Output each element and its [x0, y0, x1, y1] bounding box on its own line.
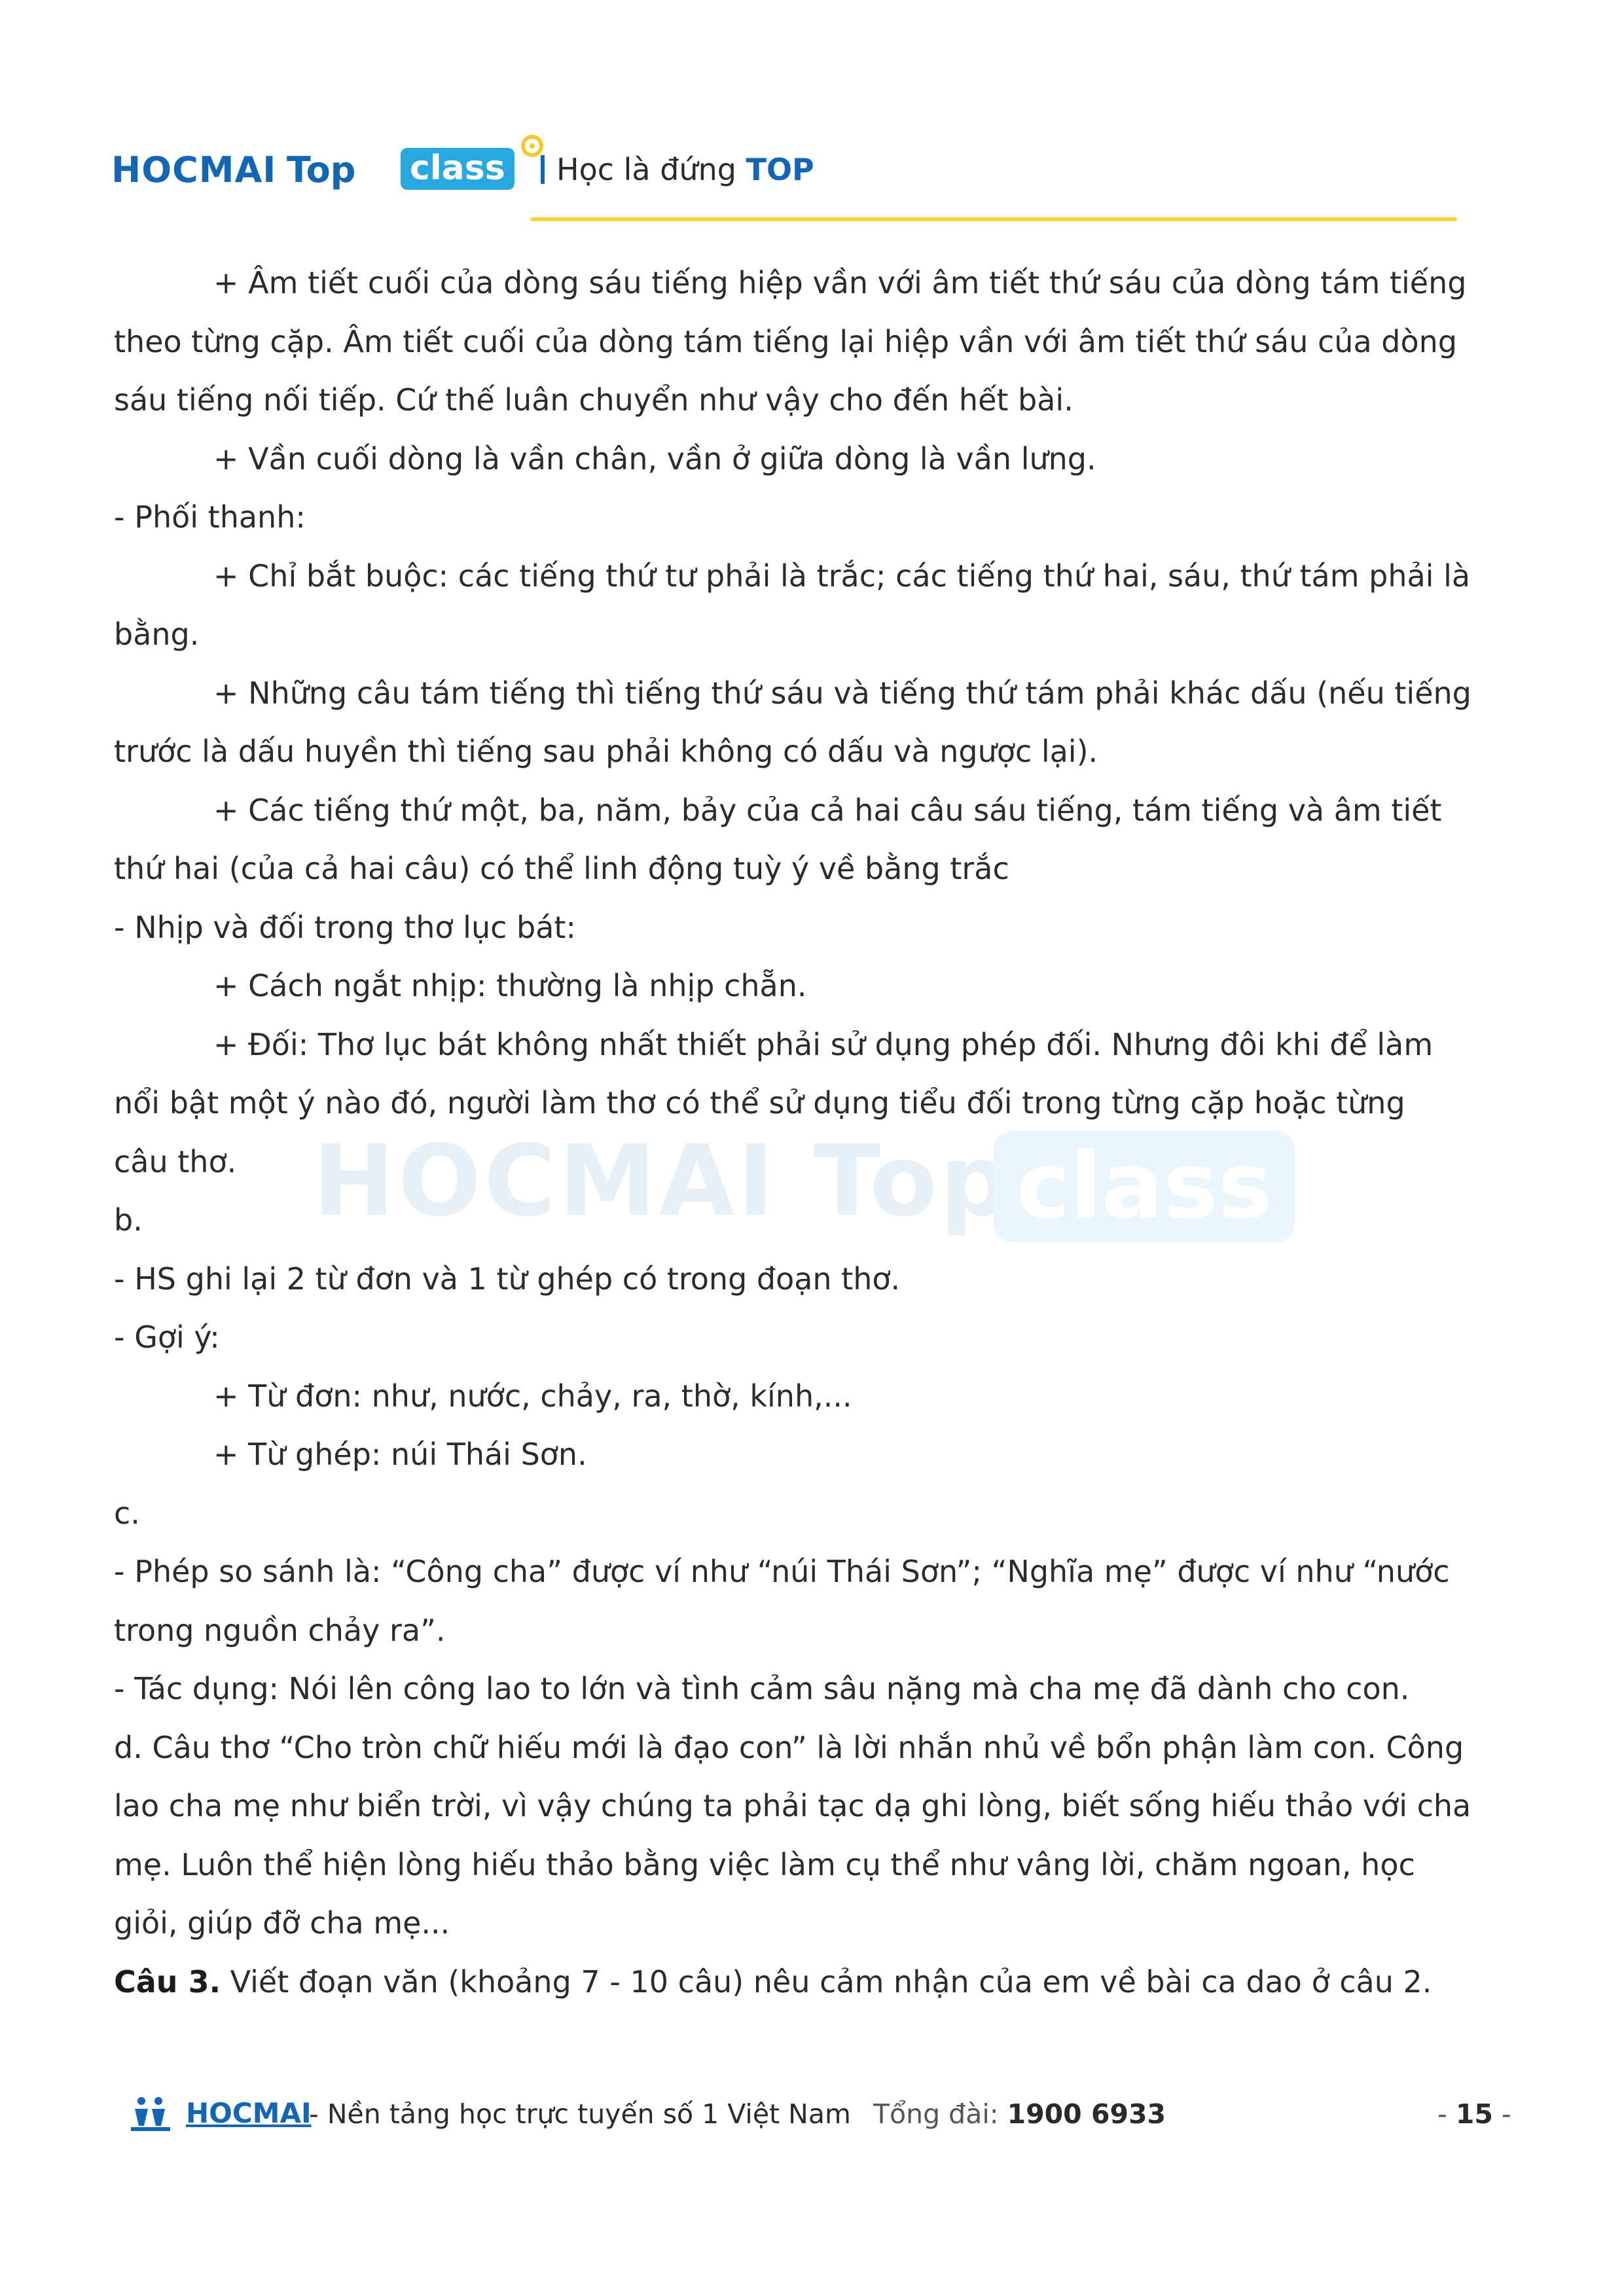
text-line: trong nguồn chảy ra”.	[114, 1612, 446, 1648]
hotline-number: 1900 6933	[1007, 2098, 1166, 2130]
logo-hocmai-text: HOCMAI	[111, 149, 277, 190]
footer-brand-link[interactable]: HOCMAI	[186, 2097, 312, 2129]
footer-hotline	[873, 2098, 1166, 2130]
text-line: + Cách ngắt nhịp: thường là nhịp chẵn.	[213, 968, 807, 1003]
tagline-text: Học là đứng	[556, 152, 746, 187]
text-line: + Từ ghép: núi Thái Sơn.	[213, 1437, 587, 1472]
header-underline	[530, 217, 1457, 221]
text-line: giỏi, giúp đỡ cha mẹ...	[114, 1905, 450, 1941]
text-line: + Đối: Thơ lục bát không nhất thiết phải sử dụng phép đối. Nhưng đôi khi để làm	[213, 1026, 1434, 1062]
page-number	[1437, 2098, 1511, 2130]
header-tagline	[541, 152, 814, 187]
text-line: sáu tiếng nối tiếp. Cứ thế luân chuyển như vậy cho đến hết bài.	[114, 382, 1074, 418]
text-line: - HS ghi lại 2 từ đơn và 1 từ ghép có trong đoạn thơ.	[114, 1261, 901, 1297]
text-line: nổi bật một ý nào đó, người làm thơ có thể sử dụng tiểu đối trong từng cặp hoặc từng	[114, 1085, 1405, 1121]
text-line: trước là dấu huyền thì tiếng sau phải không có dấu và ngược lại).	[114, 734, 1098, 769]
text-line: b.	[114, 1202, 143, 1238]
tagline-divider	[541, 155, 545, 184]
page-header	[0, 0, 1624, 236]
text-line: - Tác dụng: Nói lên công lao to lớn và tình cảm sâu nặng mà cha mẹ đã dành cho con.	[114, 1671, 1410, 1706]
text-line: + Vần cuối dòng là vần chân, vần ở giữa dòng là vần lưng.	[213, 440, 1096, 476]
watermark-class-badge: class	[994, 1131, 1295, 1242]
sun-icon	[521, 135, 543, 157]
question-line	[114, 1953, 1521, 2012]
text-line: + Những câu tám tiếng thì tiếng thứ sáu và tiếng thứ tám phải khác dấu (nếu tiếng	[213, 675, 1471, 711]
text-line: thứ hai (của cả hai câu) có thể linh động tuỳ ý về bằng trắc	[114, 851, 1009, 886]
text-line: - Nhịp và đối trong thơ lục bát:	[114, 909, 576, 945]
text-line: c.	[114, 1495, 140, 1531]
text-line: + Âm tiết cuối của dòng sáu tiếng hiệp vần với âm tiết thứ sáu của dòng tám tiếng	[213, 265, 1467, 300]
footer-slogan: - Nền tảng học trực tuyến số 1 Việt Nam	[309, 2098, 851, 2130]
question-text: Viết đoạn văn (khoảng 7 - 10 câu) nêu cảm nhận của em về bài ca dao ở câu 2.	[221, 1964, 1432, 2000]
logo-top-text: Top	[287, 149, 356, 190]
page-suffix: -	[1492, 2098, 1511, 2130]
page-number-value: 15	[1455, 2098, 1493, 2130]
text-line: d. Câu thơ “Cho tròn chữ hiếu mới là đạo con” là lời nhắn nhủ về bổn phận làm con. Công	[114, 1729, 1464, 1765]
text-line: - Phép so sánh là: “Công cha” được ví như “núi Thái Sơn”; “Nghĩa mẹ” được ví như “nước	[114, 1554, 1450, 1589]
logo-class-badge: class	[401, 148, 514, 190]
text-line: lao cha mẹ như biển trời, vì vậy chúng ta phải tạc dạ ghi lòng, biết sống hiếu thảo với cha	[114, 1788, 1471, 1823]
text-line: theo từng cặp. Âm tiết cuối của dòng tám tiếng lại hiệp vần với âm tiết thứ sáu của dòng	[114, 323, 1457, 359]
page-prefix: -	[1437, 2098, 1456, 2130]
text-line: + Từ đơn: như, nước, chảy, ra, thờ, kính,...	[213, 1378, 852, 1414]
tagline-emphasis: TOP	[746, 152, 814, 187]
text-line: - Phối thanh:	[114, 499, 306, 535]
text-line: - Gợi ý:	[114, 1319, 220, 1355]
question-label: Câu 3.	[114, 1964, 221, 2000]
text-line: câu thơ.	[114, 1143, 237, 1179]
text-line: bằng.	[114, 617, 200, 652]
document-body	[114, 254, 1521, 2011]
text-line: mẹ. Luôn thể hiện lòng hiếu thảo bằng việc làm cụ thể như vâng lời, chăm ngoan, học	[114, 1846, 1415, 1882]
text-line: + Chỉ bắt buộc: các tiếng thứ tư phải là trắc; các tiếng thứ hai, sáu, thứ tám phải là	[213, 558, 1471, 594]
page-footer	[0, 2088, 1624, 2140]
hotline-label: Tổng đài:	[873, 2098, 1007, 2130]
watermark-text: HOCMAI Top	[313, 1124, 1013, 1238]
text-line: + Các tiếng thứ một, ba, năm, bảy của cả hai câu sáu tiếng, tám tiếng và âm tiết	[213, 792, 1442, 828]
hocmai-people-icon	[128, 2094, 173, 2134]
